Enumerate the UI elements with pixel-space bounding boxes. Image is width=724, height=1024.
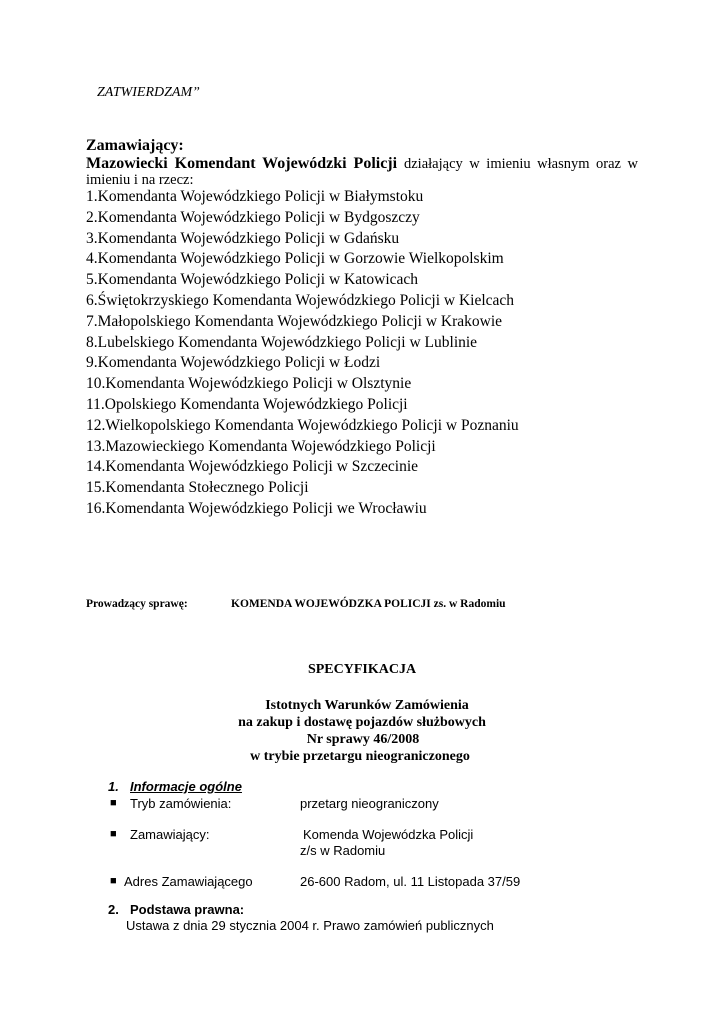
list-item: 11.Opolskiego Komendanta Wojewódzkiego Policji	[86, 395, 408, 413]
section-1-heading	[108, 779, 242, 794]
list-item: 8.Lubelskiego Komendanta Wojewódzkiego Policji w Lublinie	[86, 333, 478, 351]
orderer-block	[86, 137, 638, 187]
list-item: 13.Mazowieckiego Komendanta Wojewódzkiego Policji	[86, 437, 436, 455]
info-label: Tryb zamówienia:	[130, 796, 232, 811]
orderer-line	[86, 155, 638, 173]
orderer-label: Zamawiający:	[86, 137, 184, 154]
orderer-line1-rest: działający w imieniu własnym oraz w	[404, 156, 638, 172]
section-2	[108, 902, 494, 933]
info-label: Zamawiający:	[130, 827, 210, 842]
info-value: Komenda Wojewódzka Policji	[303, 827, 474, 842]
info-value: 26-600 Radom, ul. 11 Listopada 37/59	[300, 874, 521, 889]
spec-line: w trybie przetargu nieograniczonego	[250, 749, 470, 764]
list-item: 7.Małopolskiego Komendanta Wojewódzkiego Policji w Krakowie	[86, 312, 503, 330]
spec-subtitle	[0, 697, 724, 765]
list-item: 12.Wielkopolskiego Komendanta Wojewódzkiego Policji w Poznaniu	[86, 416, 519, 434]
list-item: 15.Komendanta Stołecznego Policji	[86, 479, 309, 497]
list-item: 14.Komendanta Wojewódzkiego Policji w Szczecinie	[86, 458, 419, 476]
spec-line: Istotnych Warunków Zamówienia	[265, 698, 469, 713]
list-item: 1.Komendanta Wojewódzkiego Policji w Białymstoku	[86, 188, 424, 205]
info-value-line2: z/s w Radomiu	[300, 843, 386, 858]
orderer-name: Mazowiecki Komendant Wojewódzki Policji	[86, 155, 398, 172]
spec-title: SPECYFIKACJA	[307, 662, 417, 677]
list-item: 9.Komendanta Wojewódzkiego Policji w Łodzi	[86, 354, 381, 372]
approval-note: ZATWIERDZAM”	[97, 85, 200, 100]
handler-label: Prowadzący sprawę:	[86, 598, 188, 610]
section-title: Podstawa prawna:	[130, 902, 245, 917]
bullet-icon: ■	[110, 797, 117, 809]
info-label: Adres Zamawiającego	[124, 874, 253, 889]
list-item: 16.Komendanta Wojewódzkiego Policji we Wrocławiu	[86, 499, 427, 517]
section-number: 1.	[108, 779, 119, 794]
spec-line: na zakup i dostawę pojazdów służbowych	[238, 715, 486, 730]
spec-line: Nr sprawy 46/2008	[306, 732, 420, 747]
list-item: 4.Komendanta Wojewódzkiego Policji w Gorzowie Wielkopolskim	[86, 250, 504, 268]
list-item: 10.Komendanta Wojewódzkiego Policji w Olsztynie	[86, 375, 412, 393]
list-item: 6.Świętokrzyskiego Komendanta Wojewódzkiego Policji w Kielcach	[86, 291, 515, 309]
handler-value: KOMENDA WOJEWÓDZKA POLICJI zs. w Radomiu	[231, 598, 506, 610]
list-item: 5.Komendanta Wojewódzkiego Policji w Katowicach	[86, 271, 419, 289]
bullet-icon: ■	[110, 875, 117, 887]
orderer-line2: imieniu i na rzecz:	[86, 172, 194, 188]
bullet-icon: ■	[110, 828, 117, 840]
handler-line	[86, 598, 506, 610]
list-item: 3.Komendanta Wojewódzkiego Policji w Gdańsku	[86, 229, 400, 247]
info-value: przetarg nieograniczony	[300, 796, 439, 811]
section-title: Informacje ogólne	[130, 779, 242, 794]
list-item: 2.Komendanta Wojewódzkiego Policji w Bydgoszczy	[86, 208, 420, 226]
section-number: 2.	[108, 902, 119, 917]
entity-list	[86, 187, 519, 520]
section-body: Ustawa z dnia 29 stycznia 2004 r. Prawo zamówień publicznych	[126, 918, 494, 933]
